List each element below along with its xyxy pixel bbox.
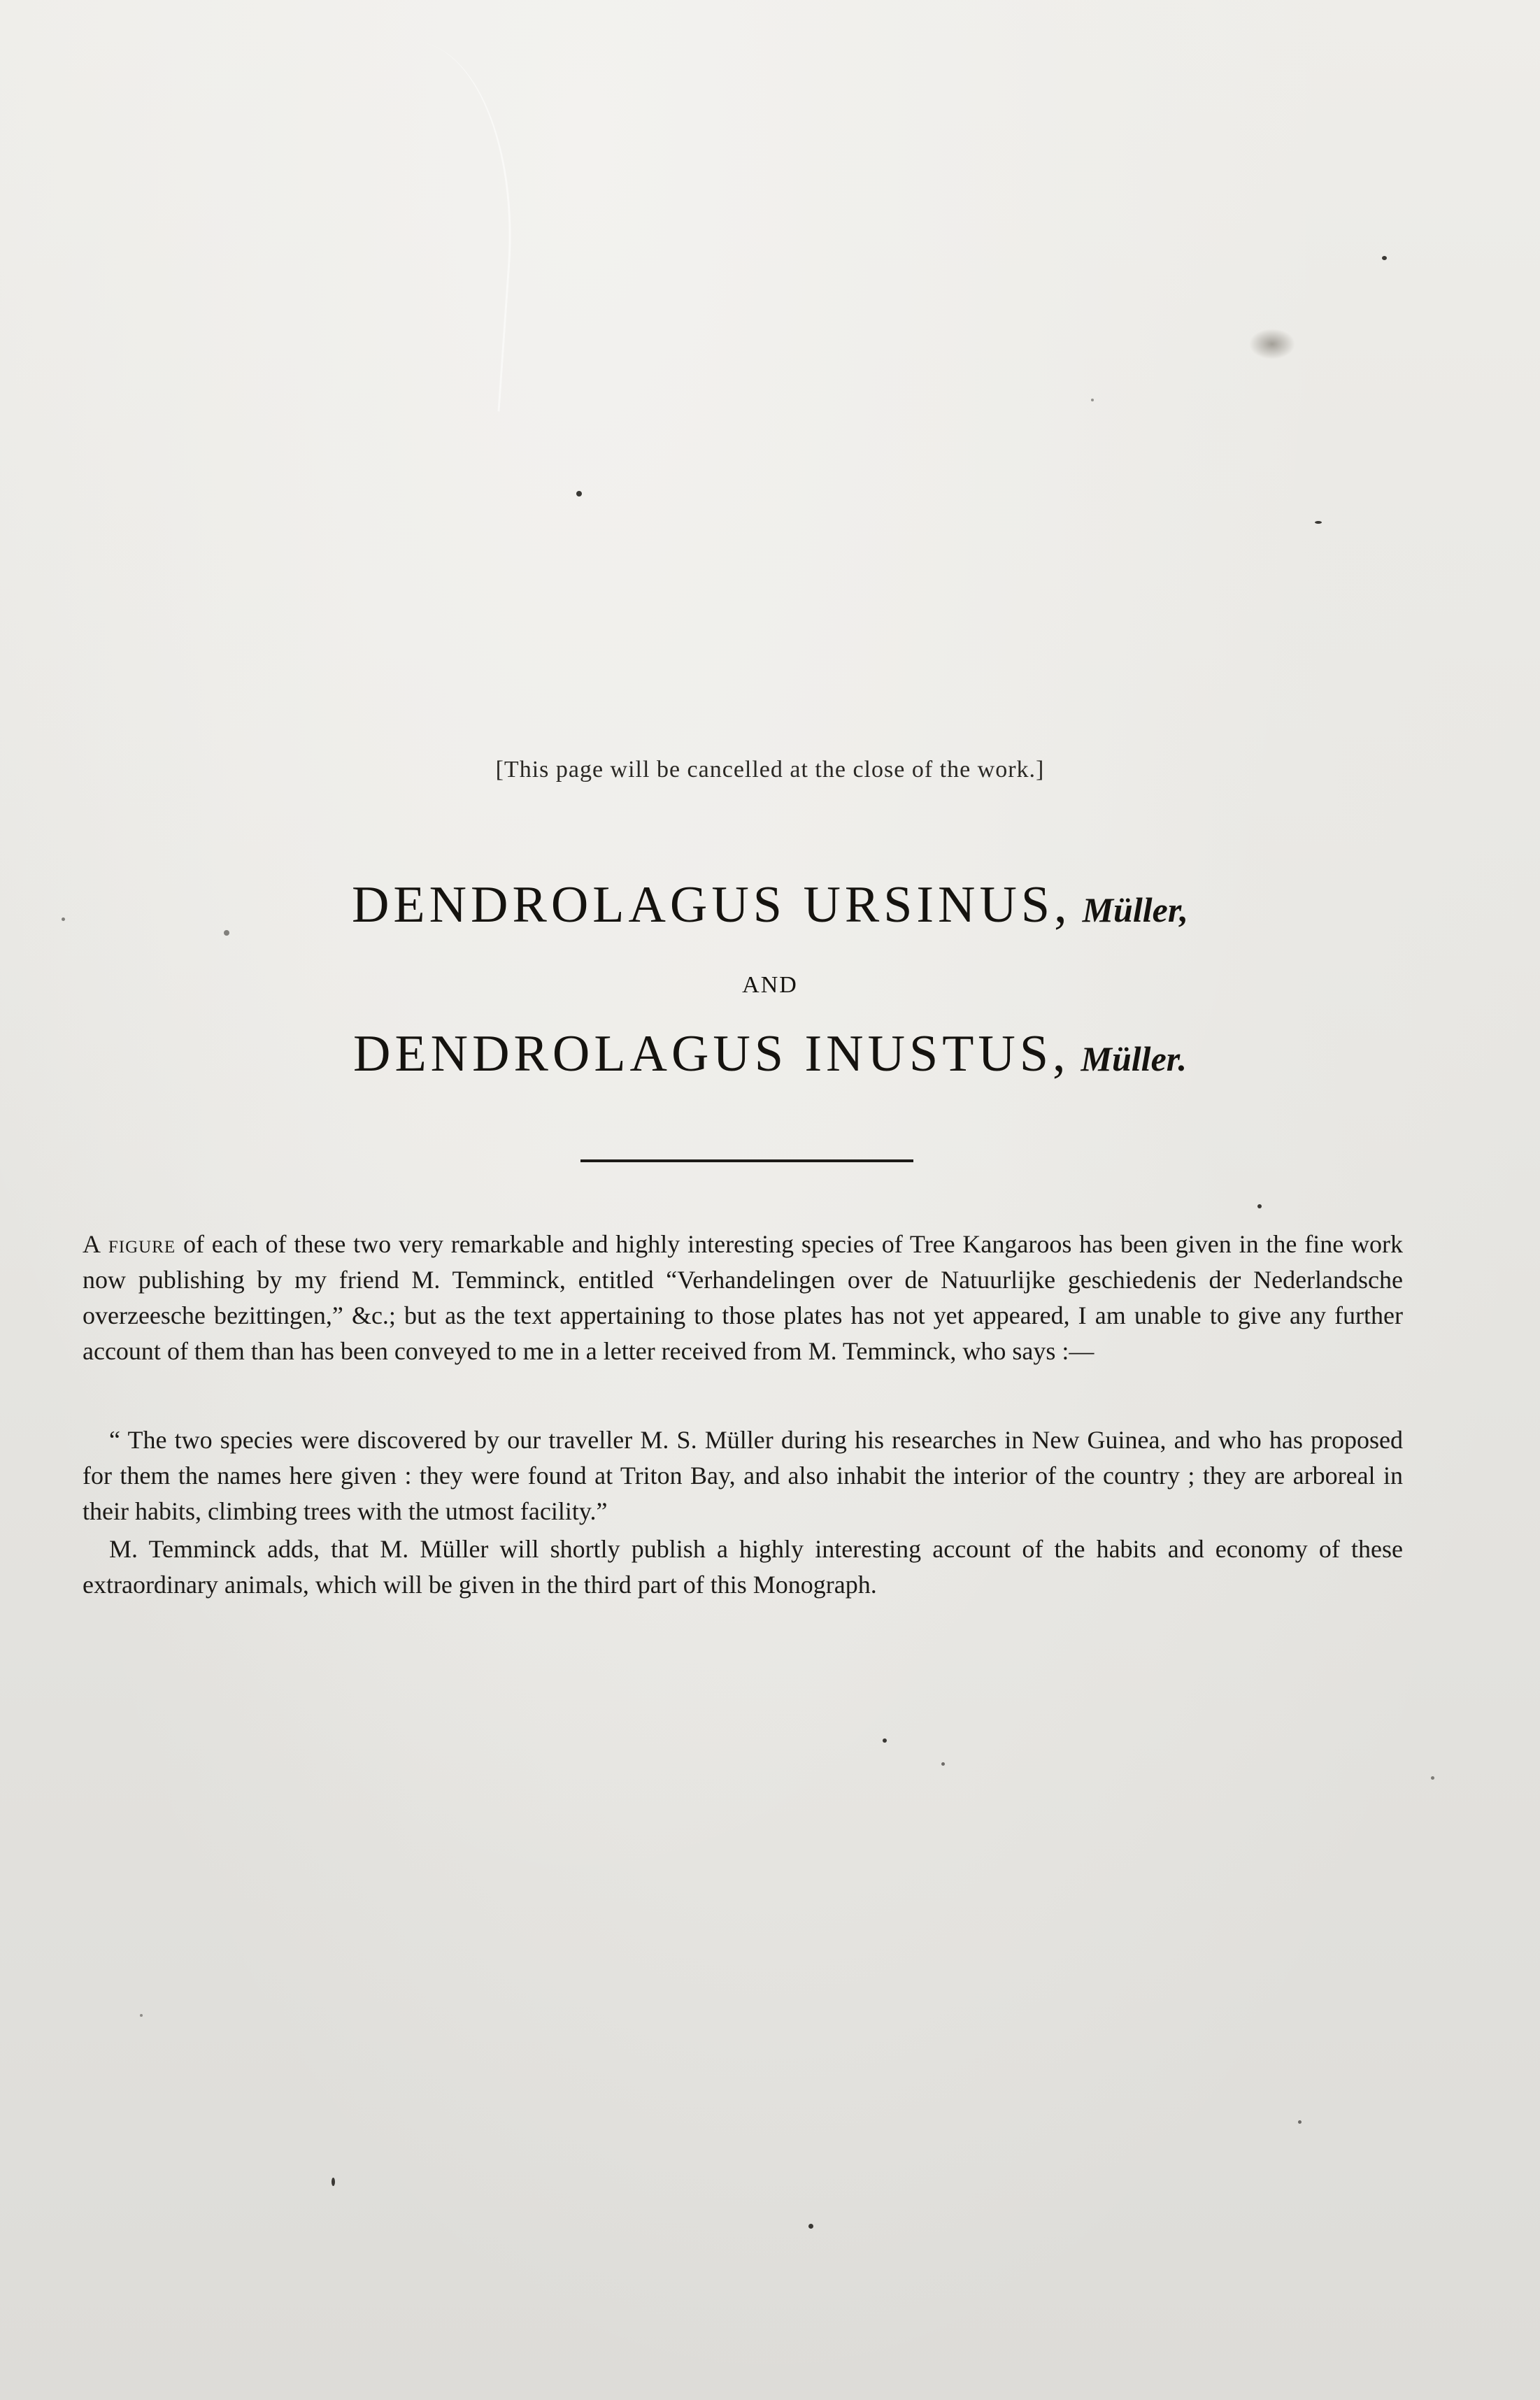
paper-crease bbox=[316, 36, 525, 411]
species-name-1: DENDROLAGUS URSINUS, bbox=[351, 876, 1071, 934]
title-divider-rule bbox=[580, 1159, 913, 1162]
species-title-2 bbox=[0, 1024, 1540, 1084]
paper-speck bbox=[576, 491, 582, 497]
body-paragraph-1 bbox=[83, 1227, 1403, 1369]
species-author-1: Müller, bbox=[1082, 890, 1189, 929]
species-title-1 bbox=[0, 876, 1540, 935]
paper-speck bbox=[1431, 1776, 1434, 1780]
body-paragraph-3: M. Temminck adds, that M. Müller will shortly publish a highly interesting account of the habits and economy of these extraordinary animals, which will be given in the third part of this Monograph. bbox=[83, 1535, 1403, 1599]
paragraph-1-text: of each of these two very remarkable and highly interesting species of Tree Kangaroos has been given in the fine work now publishing by my friend M. Temminck, entitled “Verhandelingen over de Natuurlijke geschiedenis der Nederlandsche overzeesche bezittingen,” &c.; but as the text appertaining to those plates has not yet appeared, I am unable to give any further account of them than has been conveyed to me in a letter received from M. Temminck, who says :— bbox=[83, 1230, 1403, 1365]
paragraph-lead-words: A figure bbox=[83, 1230, 176, 1258]
paper-speck bbox=[808, 2224, 813, 2229]
body-paragraph-2-quotation: “ The two species were discovered by our traveller M. S. Müller during his researches in New Guinea, and who has proposed for them the names here given : they were found at Triton Bay, and also inhabit the interior of the country ; they are arboreal in their habits, climbing trees with the utmost facility.” bbox=[83, 1426, 1403, 1525]
paper-speck bbox=[1091, 399, 1094, 401]
species-author-2: Müller. bbox=[1081, 1039, 1187, 1078]
paper-speck bbox=[883, 1738, 887, 1743]
paper-speck bbox=[1315, 521, 1322, 524]
paper-speck bbox=[941, 1762, 945, 1766]
cancellation-note: [This page will be cancelled at the close of the work.] bbox=[495, 757, 1045, 783]
paper-speck bbox=[140, 2014, 143, 2017]
paper-stain bbox=[1249, 329, 1295, 359]
paper-speck bbox=[1382, 256, 1387, 260]
paper-speck bbox=[331, 2178, 335, 2186]
paper-speck bbox=[1298, 2120, 1302, 2124]
title-connector: AND bbox=[742, 972, 798, 998]
species-name-2: DENDROLAGUS INUSTUS, bbox=[353, 1025, 1070, 1083]
paper-speck bbox=[1257, 1204, 1262, 1208]
